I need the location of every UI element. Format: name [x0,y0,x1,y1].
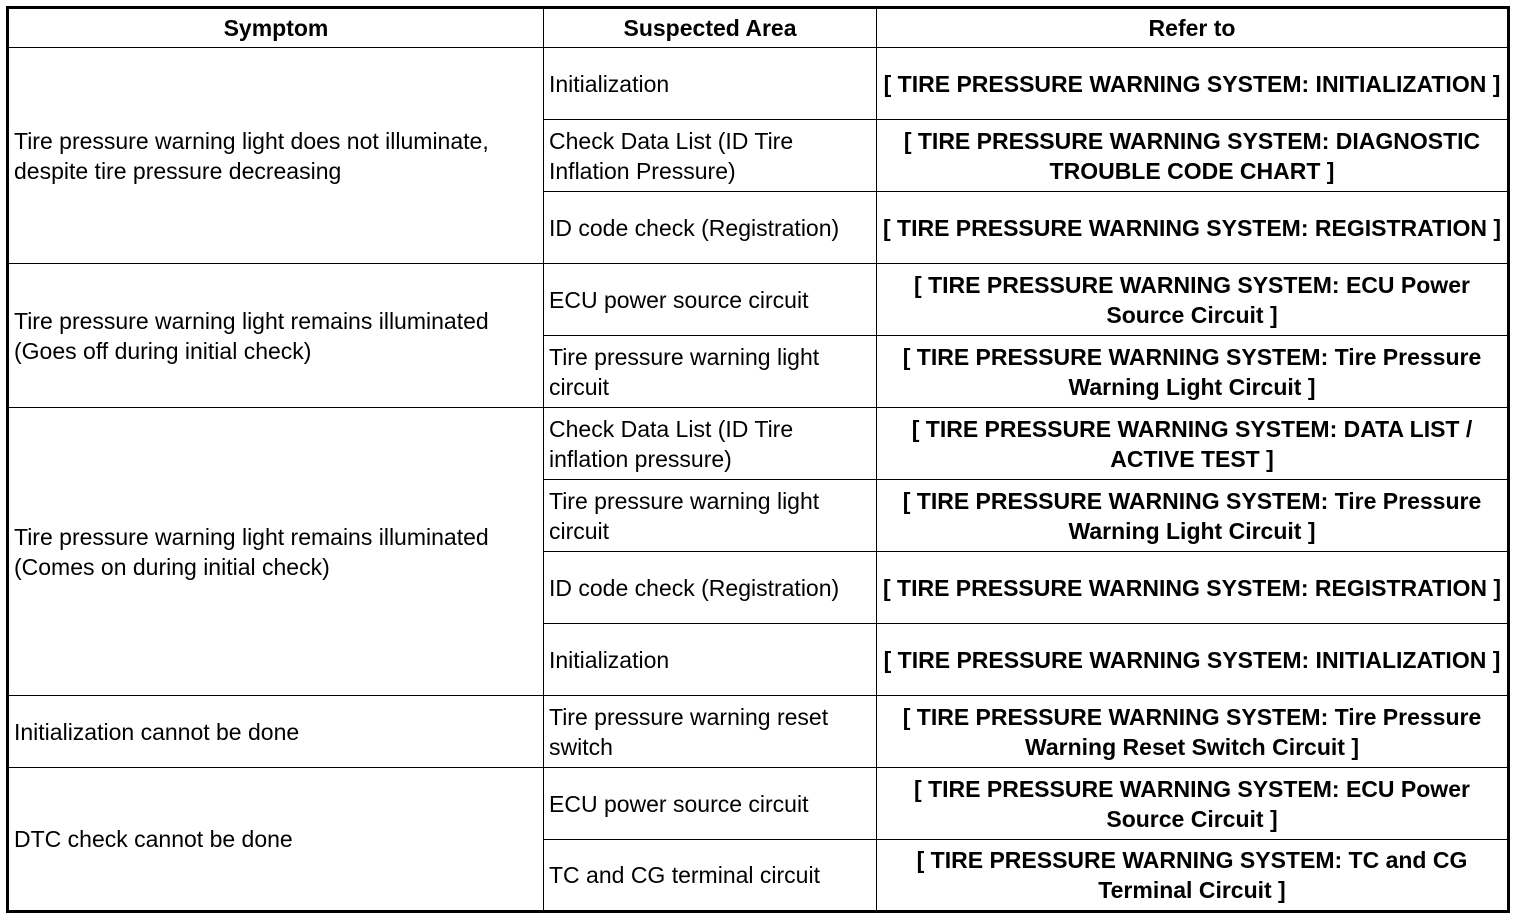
symptom-cell: Tire pressure warning light remains illuminated (Goes off during initial check) [8,264,544,408]
suspected-area-cell: ID code check (Registration) [544,192,877,264]
suspected-area-cell: Initialization [544,48,877,120]
table-row [8,48,1509,120]
table-row [8,408,1509,480]
suspected-area-cell: TC and CG terminal circuit [544,840,877,912]
refer-to-link[interactable]: [ TIRE PRESSURE WARNING SYSTEM: Tire Pressure Warning Light Circuit ] [877,336,1509,408]
refer-to-link[interactable]: [ TIRE PRESSURE WARNING SYSTEM: INITIALIZATION ] [877,624,1509,696]
suspected-area-cell: ECU power source circuit [544,264,877,336]
suspected-area-cell: ID code check (Registration) [544,552,877,624]
diagnostic-table [6,6,1510,913]
symptom-cell: Initialization cannot be done [8,696,544,768]
refer-to-link[interactable]: [ TIRE PRESSURE WARNING SYSTEM: INITIALIZATION ] [877,48,1509,120]
header-symptom: Symptom [8,8,544,48]
suspected-area-cell: Tire pressure warning reset switch [544,696,877,768]
refer-to-link[interactable]: [ TIRE PRESSURE WARNING SYSTEM: DIAGNOSTIC TROUBLE CODE CHART ] [877,120,1509,192]
refer-to-link[interactable]: [ TIRE PRESSURE WARNING SYSTEM: ECU Power Source Circuit ] [877,264,1509,336]
suspected-area-cell: Initialization [544,624,877,696]
symptom-cell: Tire pressure warning light remains illuminated (Comes on during initial check) [8,408,544,696]
suspected-area-cell: Tire pressure warning light circuit [544,480,877,552]
suspected-area-cell: ECU power source circuit [544,768,877,840]
symptom-cell: Tire pressure warning light does not illuminate, despite tire pressure decreasing [8,48,544,264]
refer-to-link[interactable]: [ TIRE PRESSURE WARNING SYSTEM: REGISTRATION ] [877,192,1509,264]
table-row [8,768,1509,840]
refer-to-link[interactable]: [ TIRE PRESSURE WARNING SYSTEM: REGISTRATION ] [877,552,1509,624]
suspected-area-cell: Check Data List (ID Tire Inflation Pressure) [544,120,877,192]
symptom-cell: DTC check cannot be done [8,768,544,912]
refer-to-link[interactable]: [ TIRE PRESSURE WARNING SYSTEM: TC and CG Terminal Circuit ] [877,840,1509,912]
refer-to-link[interactable]: [ TIRE PRESSURE WARNING SYSTEM: DATA LIST / ACTIVE TEST ] [877,408,1509,480]
table-row [8,264,1509,336]
suspected-area-cell: Check Data List (ID Tire inflation pressure) [544,408,877,480]
table-row [8,696,1509,768]
refer-to-link[interactable]: [ TIRE PRESSURE WARNING SYSTEM: Tire Pressure Warning Reset Switch Circuit ] [877,696,1509,768]
header-refer-to: Refer to [877,8,1509,48]
header-suspected-area: Suspected Area [544,8,877,48]
refer-to-link[interactable]: [ TIRE PRESSURE WARNING SYSTEM: Tire Pressure Warning Light Circuit ] [877,480,1509,552]
suspected-area-cell: Tire pressure warning light circuit [544,336,877,408]
refer-to-link[interactable]: [ TIRE PRESSURE WARNING SYSTEM: ECU Power Source Circuit ] [877,768,1509,840]
header-row [8,8,1509,48]
